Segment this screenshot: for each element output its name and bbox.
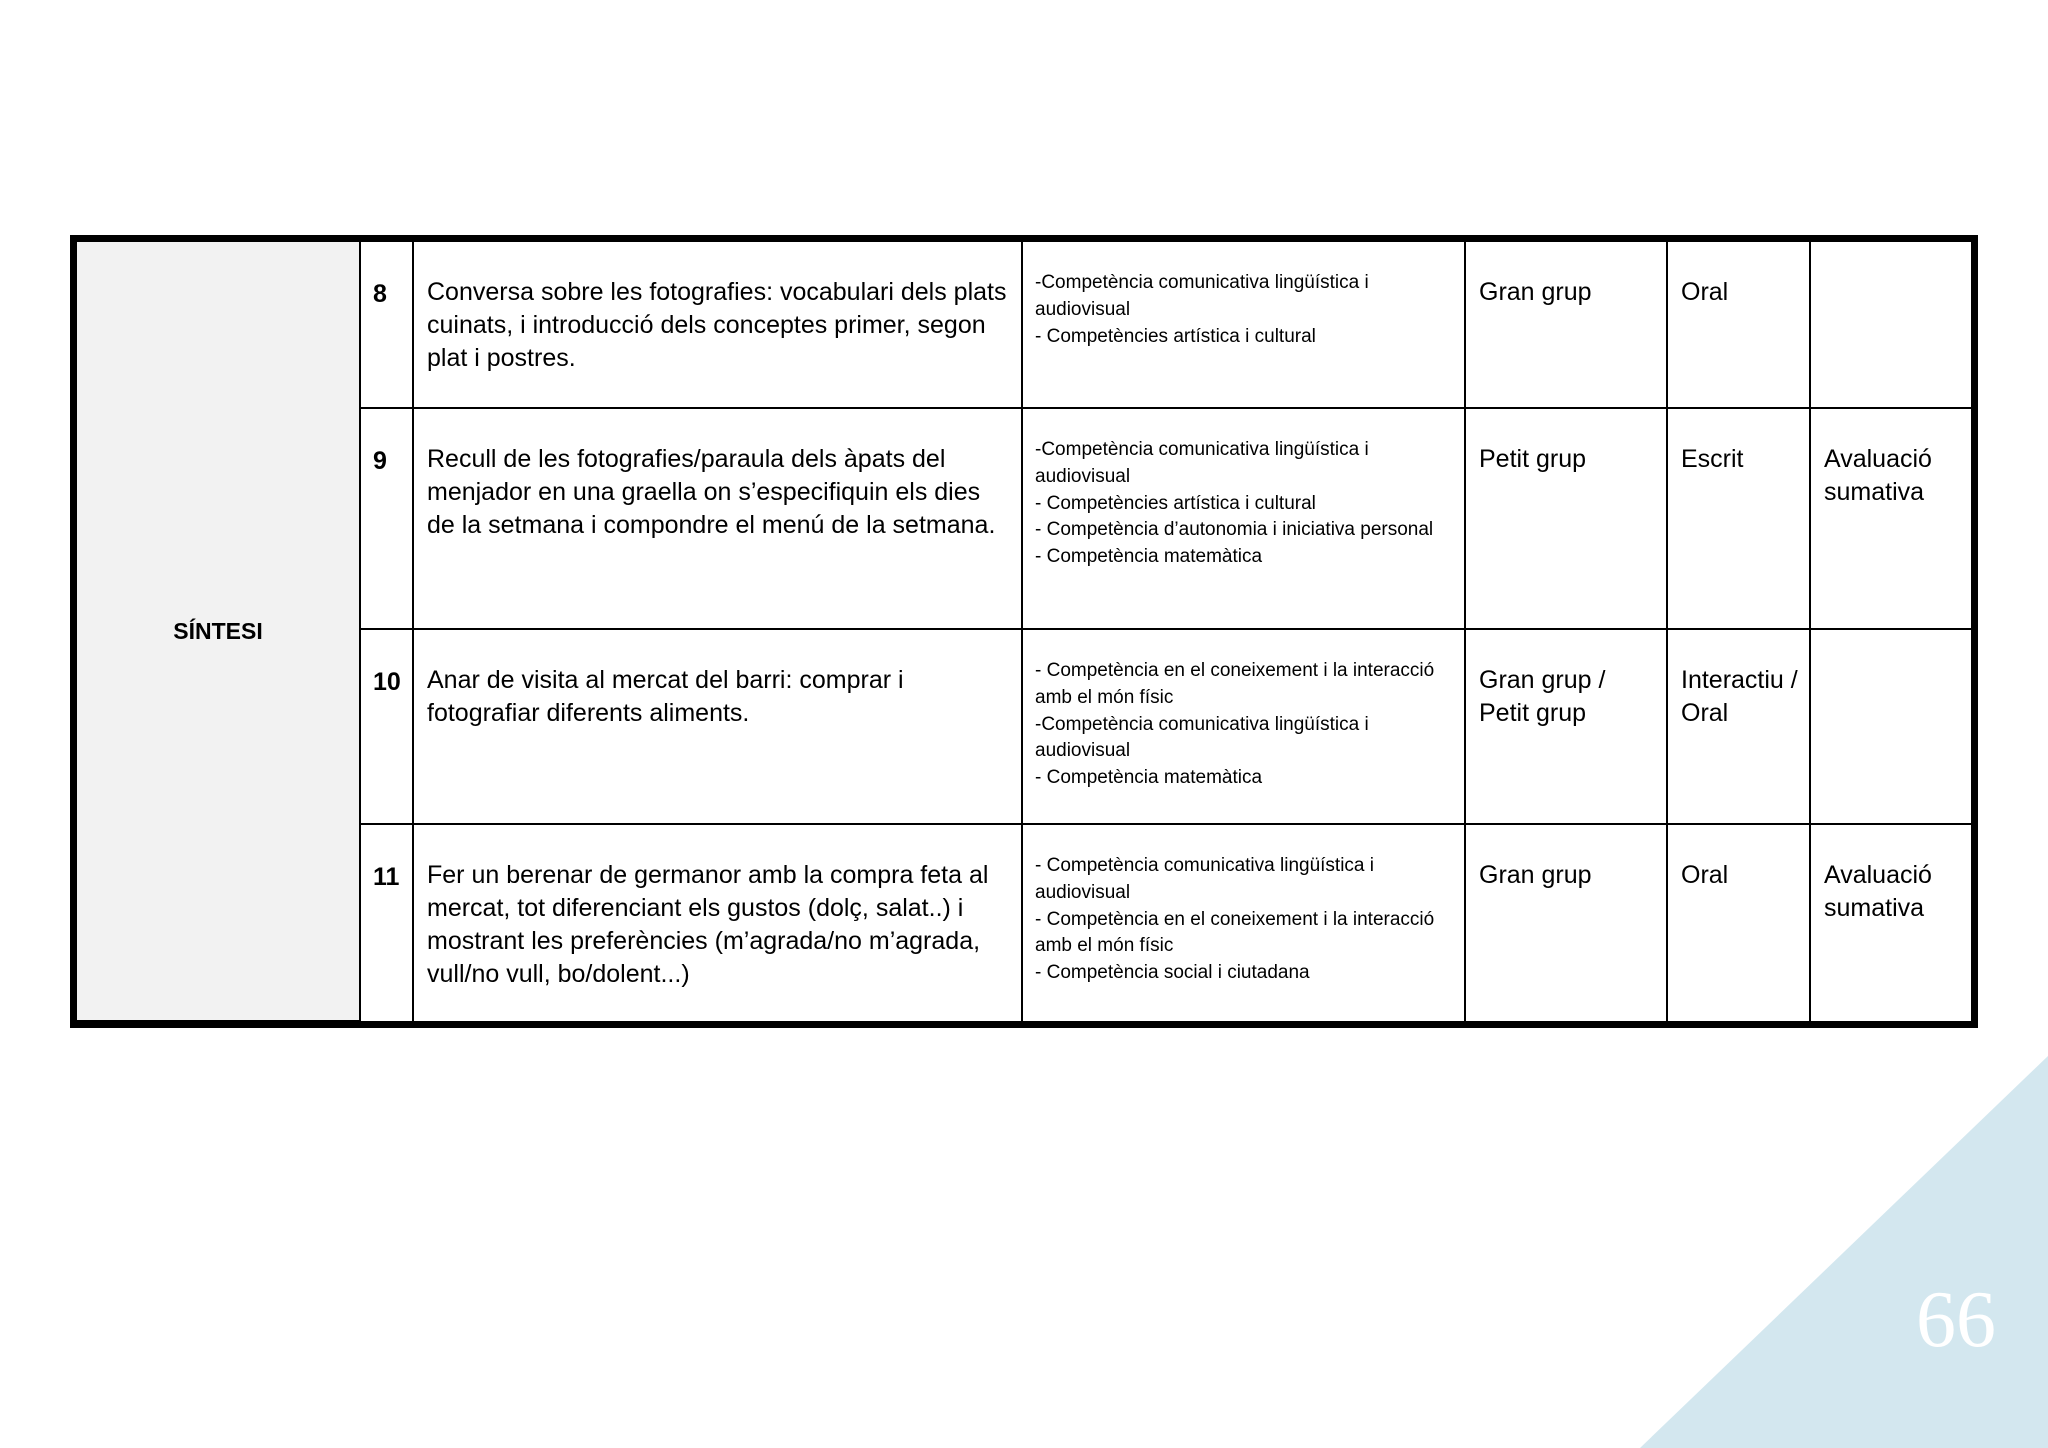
activity-number: 8 xyxy=(360,242,413,408)
activity-competences xyxy=(1022,824,1465,1021)
activity-mode: Oral xyxy=(1667,242,1810,408)
activity-number: 9 xyxy=(360,408,413,629)
activity-grouping: Gran grup xyxy=(1465,824,1667,1021)
competence-item: - Competències artística i cultural xyxy=(1035,325,1316,347)
activity-description: Anar de visita al mercat del barri: comprar i fotografiar diferents aliments. xyxy=(413,629,1022,824)
competence-item: - Competències artística i cultural xyxy=(1035,492,1316,514)
activity-description: Fer un berenar de germanor amb la compra feta al mercat, tot diferenciant els gustos (dolç, salat..) i mostrant les preferències (m’agrada/no m’agrada, vull/no vull, bo/dolent...) xyxy=(413,824,1022,1021)
activity-grouping: Petit grup xyxy=(1465,408,1667,629)
activity-evaluation xyxy=(1810,629,1971,824)
activity-grouping: Gran grup xyxy=(1465,242,1667,408)
competence-item: - Competència d’autonomia i iniciativa personal xyxy=(1035,519,1434,541)
competence-item: -Competència comunicativa lingüística i audiovisual xyxy=(1035,713,1369,762)
competence-item: - Competència en el coneixement i la interacció amb el món físic xyxy=(1035,660,1435,708)
competence-item: - Competència matemàtica xyxy=(1035,546,1263,568)
activity-competences xyxy=(1022,242,1465,408)
competence-item: -Competència comunicativa lingüística i audiovisual xyxy=(1035,439,1369,487)
activities-table xyxy=(77,242,1971,1022)
activity-evaluation: Avaluació sumativa xyxy=(1810,824,1971,1021)
activity-grouping: Gran grup / Petit grup xyxy=(1465,629,1667,824)
activity-description: Conversa sobre les fotografies: vocabulari dels plats cuinats, i introducció dels conceptes primer, segon plat i postres. xyxy=(413,242,1022,408)
competence-item: -Competència comunicativa lingüística i audiovisual xyxy=(1035,272,1369,320)
competence-item: - Competència en el coneixement i la interacció amb el món físic xyxy=(1035,908,1435,957)
page-number: 66 xyxy=(1916,1276,1996,1364)
table-row xyxy=(77,824,1971,1021)
activities-table-container xyxy=(70,235,1978,1028)
phase-label: SÍNTESI xyxy=(77,242,360,1021)
activity-competences xyxy=(1022,408,1465,629)
table-row xyxy=(77,408,1971,629)
competence-item: - Competència matemàtica xyxy=(1035,767,1263,789)
activity-evaluation: Avaluació sumativa xyxy=(1810,408,1971,629)
activity-competences xyxy=(1022,629,1465,824)
table-row xyxy=(77,242,1971,408)
activity-mode: Oral xyxy=(1667,824,1810,1021)
activity-evaluation xyxy=(1810,242,1971,408)
activity-description: Recull de les fotografies/paraula dels àpats del menjador en una graella on s’especifiquin els dies de la setmana i compondre el menú de la setmana. xyxy=(413,408,1022,629)
activity-number: 10 xyxy=(360,629,413,824)
competence-item: - Competència comunicativa lingüística i audiovisual xyxy=(1035,855,1374,903)
page-corner-triangle xyxy=(1640,1056,2048,1448)
activity-mode: Interactiu / Oral xyxy=(1667,629,1810,824)
table-row xyxy=(77,629,1971,824)
competence-item: - Competència social i ciutadana xyxy=(1035,962,1310,984)
activity-number: 11 xyxy=(360,824,413,1021)
activity-mode: Escrit xyxy=(1667,408,1810,629)
